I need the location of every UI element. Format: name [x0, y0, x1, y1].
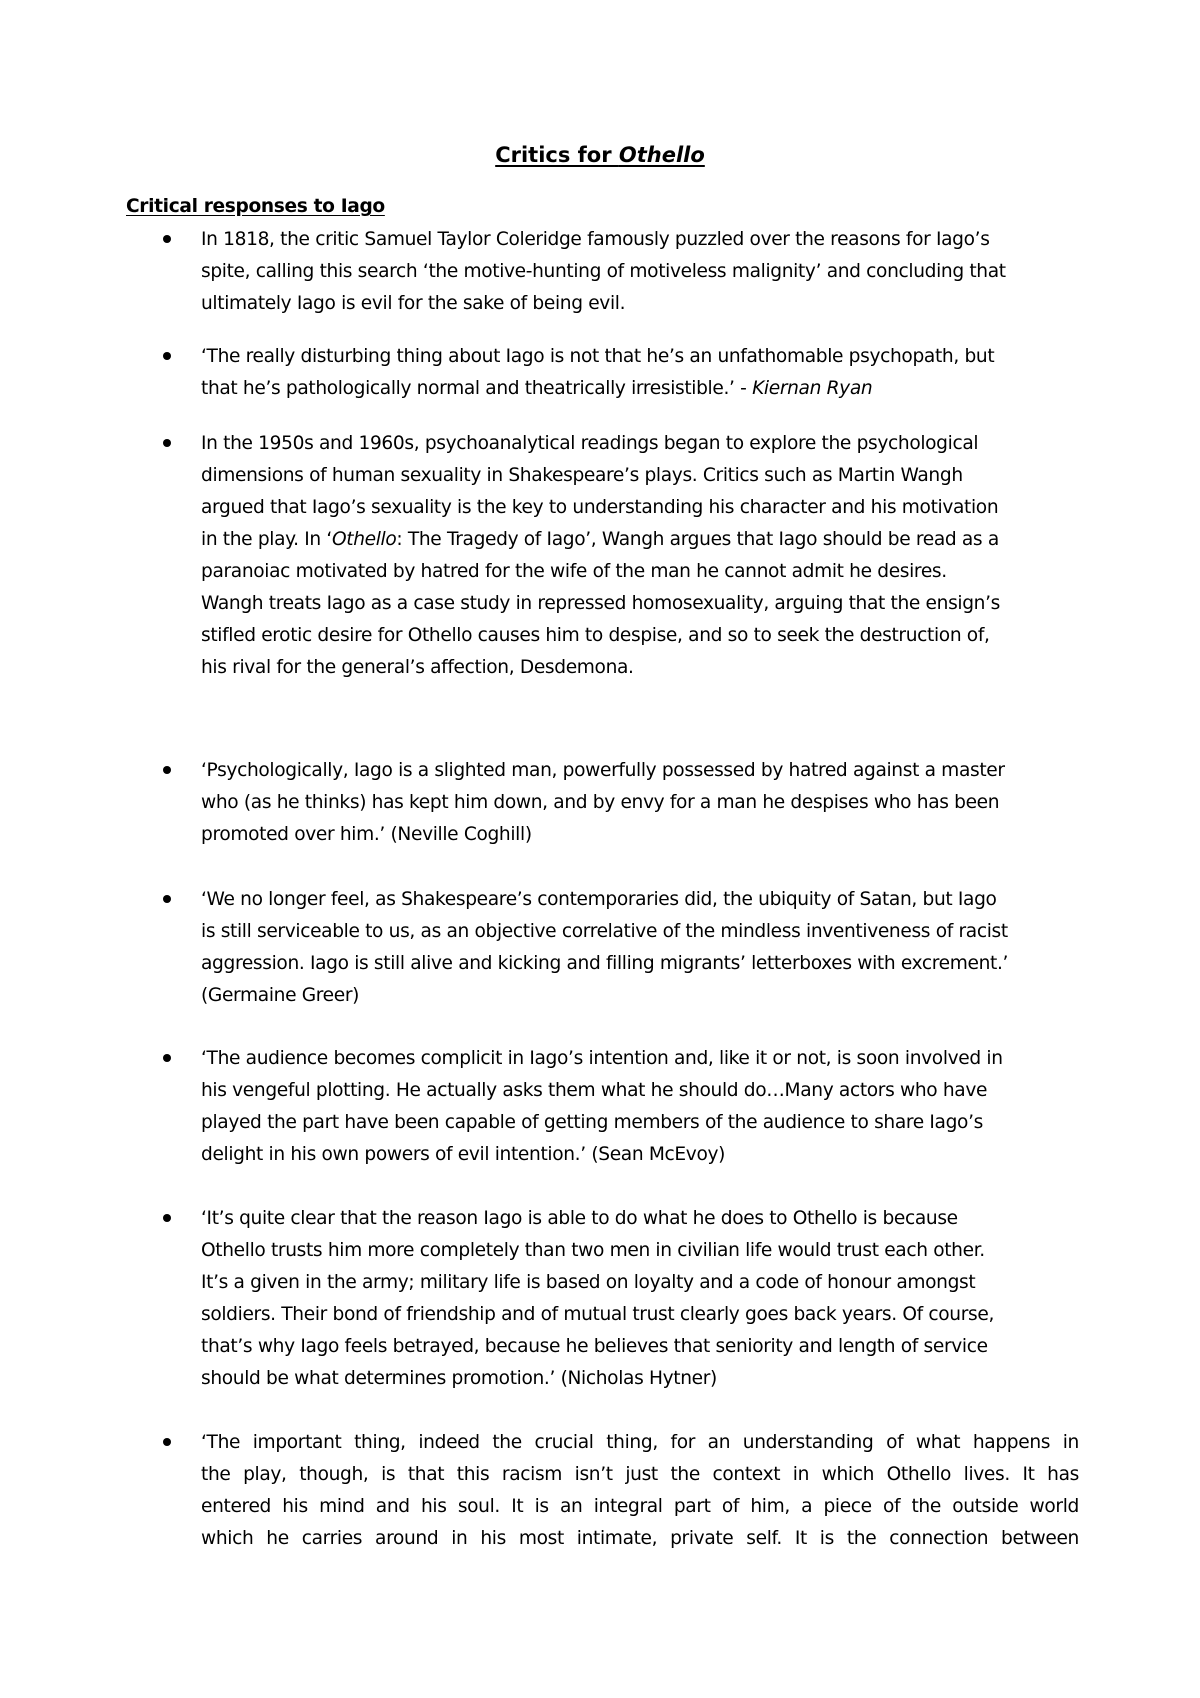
critic-name: Kiernan Ryan	[752, 378, 873, 399]
text-line: which he carries around in his most intimate, private self. It is the connection between	[201, 1528, 1079, 1549]
text-line: delight in his own powers of evil intention.’ (Sean McEvoy)	[201, 1144, 726, 1165]
text-line: entered his mind and his soul. It is an integral part of him, a piece of the outside world	[201, 1496, 1079, 1517]
text-line: ultimately Iago is evil for the sake of being evil.	[201, 293, 626, 314]
text-line: dimensions of human sexuality in Shakespeare’s plays. Critics such as Martin Wangh	[201, 465, 963, 486]
text-line: paranoiac motivated by hatred for the wife of the man he cannot admit he desires.	[201, 561, 947, 582]
text-line: that’s why Iago feels betrayed, because he believes that seniority and length of service	[201, 1336, 988, 1357]
title-text: Critics for	[495, 143, 619, 167]
text-line: soldiers. Their bond of friendship and of mutual trust clearly goes back years. Of course,	[201, 1304, 995, 1325]
text-line	[201, 524, 1101, 556]
page-title	[0, 143, 1200, 167]
bullet-dot-icon	[163, 766, 171, 774]
text-line: is still serviceable to us, as an objective correlative of the mindless inventiveness of racist	[201, 921, 1008, 942]
text-line: ‘It’s quite clear that the reason Iago is able to do what he does to Othello is because	[201, 1208, 958, 1229]
section-heading: Critical responses to Iago	[126, 196, 385, 217]
text-segment: that he’s pathologically normal and theatrically irresistible.’ -	[201, 378, 753, 399]
text-line: In the 1950s and 1960s, psychoanalytical readings began to explore the psychological	[201, 433, 979, 454]
text-line: ‘We no longer feel, as Shakespeare’s contemporaries did, the ubiquity of Satan, but Iago	[201, 889, 997, 910]
text-line: ‘The audience becomes complicit in Iago’s intention and, like it or not, is soon involved in	[201, 1048, 1003, 1069]
text-line: stifled erotic desire for Othello causes him to despise, and so to seek the destruction of,	[201, 625, 990, 646]
bullet-dot-icon	[163, 235, 171, 243]
bullet-item	[201, 1427, 1101, 1555]
bullet-item	[201, 1203, 1101, 1395]
text-line: ‘Psychologically, Iago is a slighted man, powerfully possessed by hatred against a master	[201, 760, 1005, 781]
text-line: Wangh treats Iago as a case study in repressed homosexuality, arguing that the ensign’s	[201, 593, 1001, 614]
text-line: Othello trusts him more completely than two men in civilian life would trust each other.	[201, 1240, 985, 1261]
text-line: played the part have been capable of getting members of the audience to share Iago’s	[201, 1112, 983, 1133]
bullet-dot-icon	[163, 895, 171, 903]
text-line	[201, 373, 1101, 405]
text-line: aggression. Iago is still alive and kicking and filling migrants’ letterboxes with excrement.’	[201, 953, 1009, 974]
bullet-dot-icon	[163, 439, 171, 447]
text-segment: : The Tragedy of Iago’, Wangh argues that Iago should be read as a	[396, 529, 999, 550]
text-line: It’s a given in the army; military life is based on loyalty and a code of honour amongst	[201, 1272, 976, 1293]
bullet-item	[201, 1043, 1101, 1171]
bullet-item	[201, 341, 1101, 405]
bullet-dot-icon	[163, 352, 171, 360]
bullet-item	[201, 428, 1101, 684]
text-line: his vengeful plotting. He actually asks them what he should do…Many actors who have	[201, 1080, 988, 1101]
text-segment: in the play. In ‘	[201, 529, 332, 550]
bullet-item	[201, 224, 1101, 320]
bullet-dot-icon	[163, 1438, 171, 1446]
bullet-dot-icon	[163, 1214, 171, 1222]
title-italic-text: Othello	[618, 143, 705, 167]
text-line: who (as he thinks) has kept him down, and by envy for a man he despises who has been	[201, 792, 1000, 813]
text-line: the play, though, is that this racism isn’t just the context in which Othello lives. It has	[201, 1464, 1079, 1485]
bullet-dot-icon	[163, 1054, 171, 1062]
text-line: his rival for the general’s affection, Desdemona.	[201, 657, 634, 678]
text-line: (Germaine Greer)	[201, 985, 360, 1006]
text-line: should be what determines promotion.’ (Nicholas Hytner)	[201, 1368, 717, 1389]
text-line: ‘The important thing, indeed the crucial thing, for an understanding of what happens in	[201, 1432, 1079, 1453]
text-line: spite, calling this search ‘the motive-hunting of motiveless malignity’ and concluding that	[201, 261, 1006, 282]
text-line: ‘The really disturbing thing about Iago is not that he’s an unfathomable psychopath, but	[201, 346, 995, 367]
text-line: promoted over him.’ (Neville Coghill)	[201, 824, 532, 845]
bullet-item	[201, 884, 1101, 1012]
bullet-item	[201, 755, 1101, 851]
play-title: Othello	[331, 529, 397, 550]
text-line: argued that Iago’s sexuality is the key to understanding his character and his motivation	[201, 497, 999, 518]
text-line: In 1818, the critic Samuel Taylor Coleridge famously puzzled over the reasons for Iago’s	[201, 229, 990, 250]
